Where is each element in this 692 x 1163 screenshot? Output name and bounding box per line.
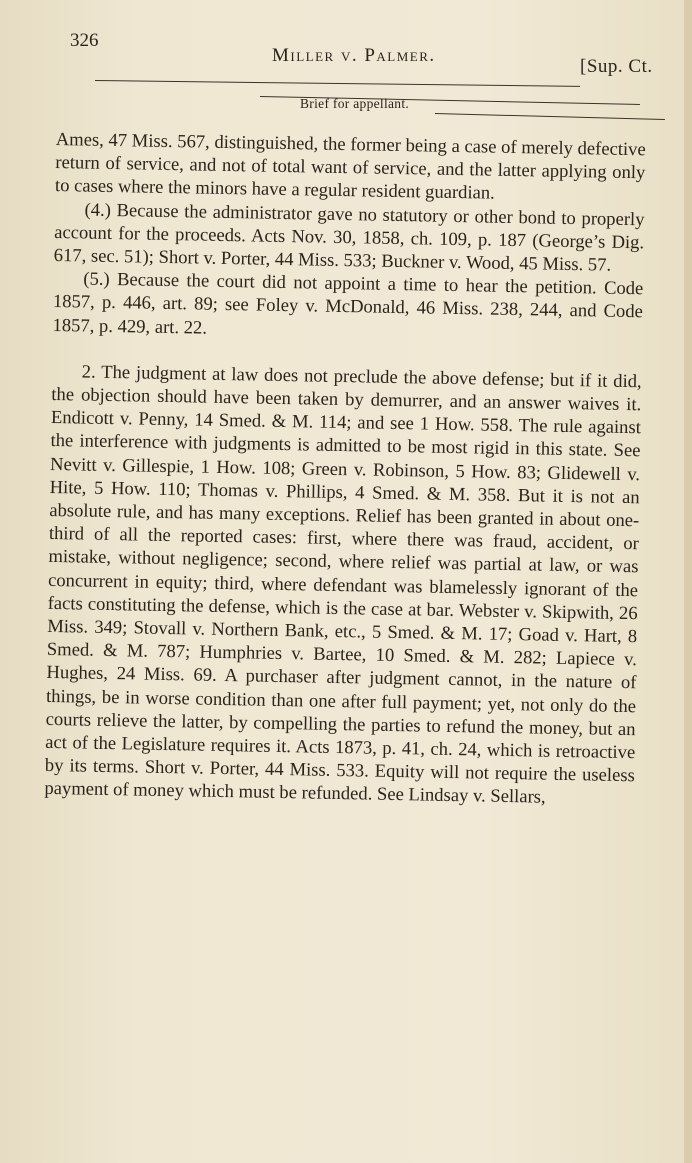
header-rule <box>95 80 580 87</box>
paragraph: Ames, 47 Miss. 567, distinguished, the former being a case of merely defective return of service, and not of total want of service, and the latter applying only to cases where the minors have a regular resident guardian. <box>54 128 646 205</box>
page-edge <box>684 0 692 1163</box>
running-head: Miller v. Palmer. <box>272 45 436 66</box>
page-body <box>44 128 646 811</box>
paragraph: (5.) Because the court did not appoint a time to hear the petition. Code 1857, p. 446, art. 89; see Foley v. McDonald, 46 Miss. 238, 244, and Code 1857, p. 429, art. 22. <box>52 268 644 339</box>
subheading: Brief for appellant. <box>300 96 410 111</box>
paragraph: (4.) Because the administrator gave no statutory or other bond to properly account for the proceeds. Acts Nov. 30, 1858, ch. 109, p. 187 (George’s Dig. 617, sec. 51); Short v. Porter, 44 Miss. 533; Buckner v. Wood, 45 Miss. 57. <box>53 199 645 276</box>
paragraph: 2. The judgment at law does not preclude the above defense; but if it did, the objection should have been taken by demurrer, and an answer waives it. Endicott v. Penny, 14 Smed. & M. 114; and see 1 How. 558. The rule against the interference with judgments is admitted to be most rigid in this state. See Nevitt v. Gillespie, 1 How. 108; Green v. Robinson, 5 How. 83; Glidewell v. Hite, 5 How. 110; Thomas v. Phillips, 4 Smed. & M. 358. But it is not an absolute rule, and has many exceptions. Relief has been granted in about one-third of all the reported cases: first, where there was fraud, accident, or mistake, without negligence; second, where relief was partial at law, or was concurrent in equity; third, where defendant was blamelessly ignorant of the facts constituting the defense, which is the case at bar. Webster v. Skipwith, 26 Miss. 349; Stovall v. Northern Bank, etc., 5 Smed. & M. 17; Goad v. Hart, 8 Smed. & M. 787; Humphries v. Bartee, 10 Smed. & M. 282; Lapiece v. Hughes, 24 Miss. 69. A purchaser after judgment cannot, in the nature of things, be in worse condition than one after full payment; yet, not only do the courts relieve the latter, by compelling the parties to refund the money, but an act of the Legislature requires it. Acts 1873, p. 41, ch. 24, which is retroactive by its terms. Short v. Porter, 44 Miss. 533. Equity will not require the useless payment of money which must be refunded. See Lindsay v. Sellars, <box>44 361 642 809</box>
page-number: 326 <box>70 30 99 51</box>
subheading-rule-bottom <box>435 113 665 120</box>
court-label: [Sup. Ct. <box>580 56 653 77</box>
